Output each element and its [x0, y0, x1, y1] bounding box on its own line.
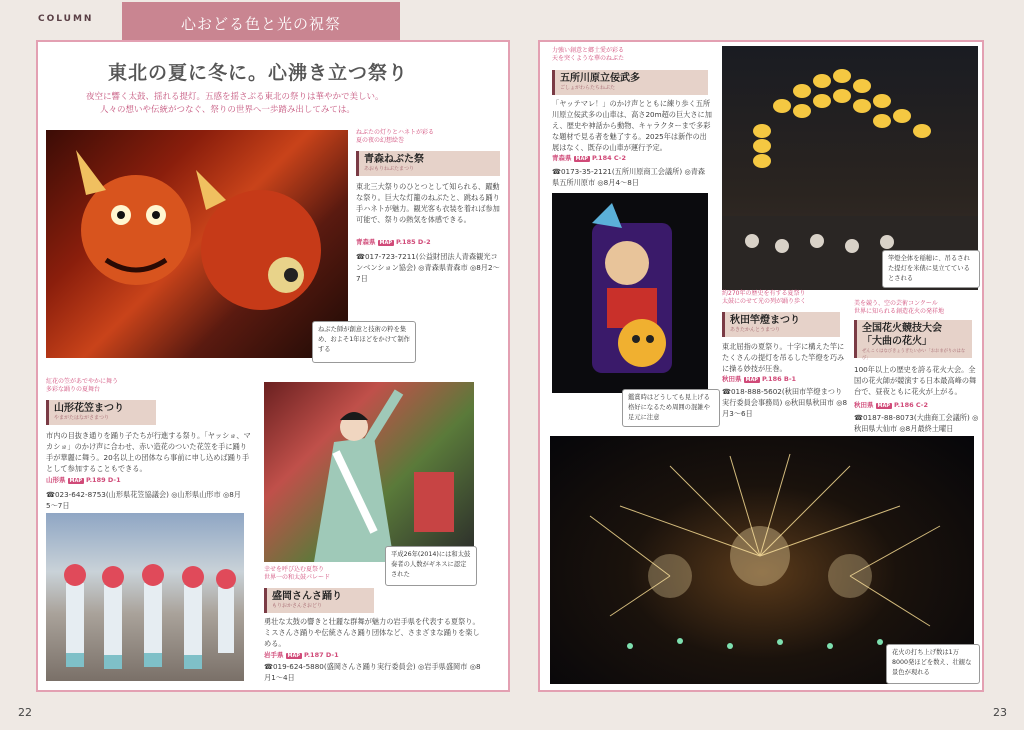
morioka-sansa-photo [264, 382, 474, 562]
akita-title-box [722, 312, 840, 337]
omagari-map-ref [854, 400, 928, 411]
morioka-map-page: P.187 D-1 [304, 651, 339, 659]
morioka-ruby: もりおかさんさおどり [272, 603, 323, 609]
omagari-name-line1: 全国花火競技大会 [862, 323, 942, 334]
tachineputa-float-illustration [552, 193, 708, 393]
map-badge: MAP [877, 403, 891, 409]
morioka-map-ref [264, 650, 339, 661]
morioka-caption-2: 世界一の和太鼓パレード [264, 574, 331, 581]
akita-contact: ☎018-888-5602(秋田市竿燈まつり実行委員会事務局) ◎秋田県秋田市 ◎8月3〜6日 [722, 387, 848, 418]
omagari-body: 100年以上の歴史を誇る花火大会。全国の花火師が競演する日本最高峰の舞台で、昼夜ともに花火が上がる。 [854, 365, 977, 396]
morioka-body: 勇壮な太鼓の響きと壮麗な群舞が魅力の岩手県を代表する夏祭り。ミスさんさ踊りや伝統さんさ踊り団体など、さまざまな踊りを楽しめる。 [264, 617, 480, 648]
map-badge: MAP [745, 377, 759, 383]
goshogawara-map-page: P.184 C-2 [592, 154, 627, 162]
aomori-photo-note: ねぶた師が創意と技術の粋を集め、およそ1年ほどをかけて制作する [312, 321, 416, 363]
yamagata-name: 山形花笠まつり [54, 403, 124, 414]
morioka-title-box [264, 588, 374, 613]
map-badge: MAP [379, 240, 393, 246]
akita-pref: 秋田県 [722, 375, 742, 383]
ribbon-title: 心おどる色と光の祝祭 [122, 2, 400, 46]
yamagata-pref: 山形県 [46, 476, 66, 484]
goshogawara-contact: ☎0173-35-2121(五所川原商工会議所) ◎青森県五所川原市 ◎8月4〜8日 [552, 167, 706, 187]
page-number-right: 23 [993, 706, 1007, 719]
aomori-body: 東北三大祭りのひとつとして知られる、躍動な祭り。巨大な灯籠のねぶたと、跳ねる踊り手ハネトが魅力。観光客も衣装を着れば参加可能で、祭りの熱気を体感できる。 [356, 182, 500, 224]
aomori-caption-1: ねぶたの灯りとハネトが彩る [356, 129, 435, 136]
aomori-pref: 青森県 [356, 238, 376, 246]
nebuta-float-illustration [46, 130, 348, 358]
yamagata-contact: ☎023-642-8753(山形県花笠協議会) ◎山形県山形市 ◎8月5〜7日 [46, 490, 241, 510]
yamagata-hanagasa-photo [46, 513, 244, 681]
sansa-dancer-illustration [264, 382, 474, 562]
goshogawara-pref: 青森県 [552, 154, 572, 162]
omagari-name-line2: 「大曲の花火」 [862, 336, 932, 347]
omagari-caption-2: 世界に知られる創造花火の発祥地 [854, 308, 945, 315]
aomori-caption-2: 夏の夜の幻想絵巻 [356, 137, 405, 144]
goshogawara-body: 「ヤッテマレ！」のかけ声とともに練り歩く五所川原立佞武多の山車は、高さ20m超の巨大さに加え、歴史や神話から動物、キャラクターまで多彩な題材で見る者を魅了する。2025年は新作の出展はなく、既存の山車が運行予定。 [552, 99, 712, 152]
goshogawara-ruby: ごしょがわらたちねぷた [560, 85, 616, 91]
aomori-name: 青森ねぶた祭 [364, 154, 424, 165]
omagari-photo-note: 花火の打ち上げ数は1万8000発ほどを数え、壮観な景色が現れる [886, 644, 980, 684]
yamagata-map-ref [46, 475, 121, 486]
column-label: COLUMN [38, 14, 94, 24]
aomori-nebuta-photo [46, 130, 348, 358]
goshogawara-photo-note: 鑑賞時はどうしても見上げる格好になるため周囲の混雑や足元に注意 [622, 389, 720, 427]
goshogawara-caption-2: 天を突くような華のねぶた [552, 55, 625, 62]
akita-photo-note: 竿燈全体を稲穂に、吊るされた提灯を米俵に見立てているとされる [882, 250, 980, 288]
yamagata-caption-1: 紅花の笠があでやかに舞う [46, 378, 119, 385]
yamagata-ruby: やまがたはながさまつり [54, 415, 110, 421]
akita-body: 東北屈指の夏祭り。十字に構えた竿にたくさんの提灯を吊るした竿燈を巧みに操る妙技が圧巻。 [722, 342, 845, 373]
aomori-map-page: P.185 D-2 [396, 238, 431, 246]
hanagasa-dancers-illustration [46, 513, 244, 681]
yamagata-caption-2: 多彩な踊りの夏舞台 [46, 386, 101, 393]
aomori-map-ref [356, 237, 431, 248]
page-lead-2: 人々の想いや伝統がつなぐ、祭りの世界へ一歩踏み出してみては。 [100, 105, 355, 115]
akita-ruby: あきたかんとうまつり [730, 327, 781, 333]
morioka-pref: 岩手県 [264, 651, 284, 659]
morioka-photo-note: 平成26年(2014)には和太鼓奏者の人数がギネスに認定された [385, 546, 477, 586]
omagari-pref: 秋田県 [854, 401, 874, 409]
page-title: 東北の夏に冬に。心沸き立つ祭り [108, 62, 409, 84]
goshogawara-caption-1: 力強い創意と郷土愛が彩る [552, 47, 625, 54]
aomori-title-box [356, 151, 500, 176]
omagari-title-box [854, 320, 972, 361]
aomori-ruby: あおもりねぶたまつり [364, 166, 415, 172]
map-badge: MAP [69, 478, 83, 484]
omagari-contact: ☎0187-88-8073(大曲商工会議所) ◎秋田県大仙市 ◎8月最終土曜日 [854, 413, 979, 433]
yamagata-title-box [46, 400, 156, 425]
morioka-name: 盛岡さんさ踊り [272, 591, 342, 602]
map-badge: MAP [287, 653, 301, 659]
akita-caption-1: 約270年の歴史を有する夏祭り [722, 290, 806, 297]
akita-map-ref [722, 374, 796, 385]
omagari-caption-1: 美を競う、空の芸術コンクール [854, 300, 938, 307]
page-lead-1: 夜空に響く太鼓、揺れる提灯。五感を揺さぶる東北の祭りは華やかで美しい。 [86, 92, 384, 102]
yamagata-map-page: P.189 D-1 [86, 476, 121, 484]
aomori-contact: ☎017-723-7211(公益財団法人青森観光コンベンション協会) ◎青森県青森市 ◎8月2〜7日 [356, 252, 500, 283]
goshogawara-name: 五所川原立佞武多 [560, 73, 640, 84]
yamagata-body: 市内の目抜き通りを踊り子たちが行進する祭り。「ヤッショ、マカショ」のかけ声に合わせ、赤い造花のついた花笠を手に踊り手が華麗に舞う。20名以上の団体なら事前に申し込めば踊り手として参加することもできる。 [46, 431, 251, 473]
goshogawara-map-ref [552, 153, 626, 164]
akita-name: 秋田竿燈まつり [730, 315, 800, 326]
page-number-left: 22 [18, 706, 32, 719]
goshogawara-tachineputa-photo [552, 193, 708, 393]
morioka-caption-1: 幸せを呼び込む夏祭り [264, 566, 325, 573]
omagari-map-page: P.186 C-2 [894, 401, 929, 409]
map-badge: MAP [575, 156, 589, 162]
akita-map-page: P.186 B-1 [762, 375, 797, 383]
morioka-contact: ☎019-624-5880(盛岡さんさ踊り実行委員会) ◎岩手県盛岡市 ◎8月1〜4日 [264, 662, 481, 682]
goshogawara-title-box [552, 70, 708, 95]
akita-caption-2: 太鼓にのせて光の列が踊り歩く [722, 298, 807, 305]
omagari-ruby: ぜんこくはなびきょうぎたいかい「おおまがりのはなび」 [862, 349, 966, 361]
